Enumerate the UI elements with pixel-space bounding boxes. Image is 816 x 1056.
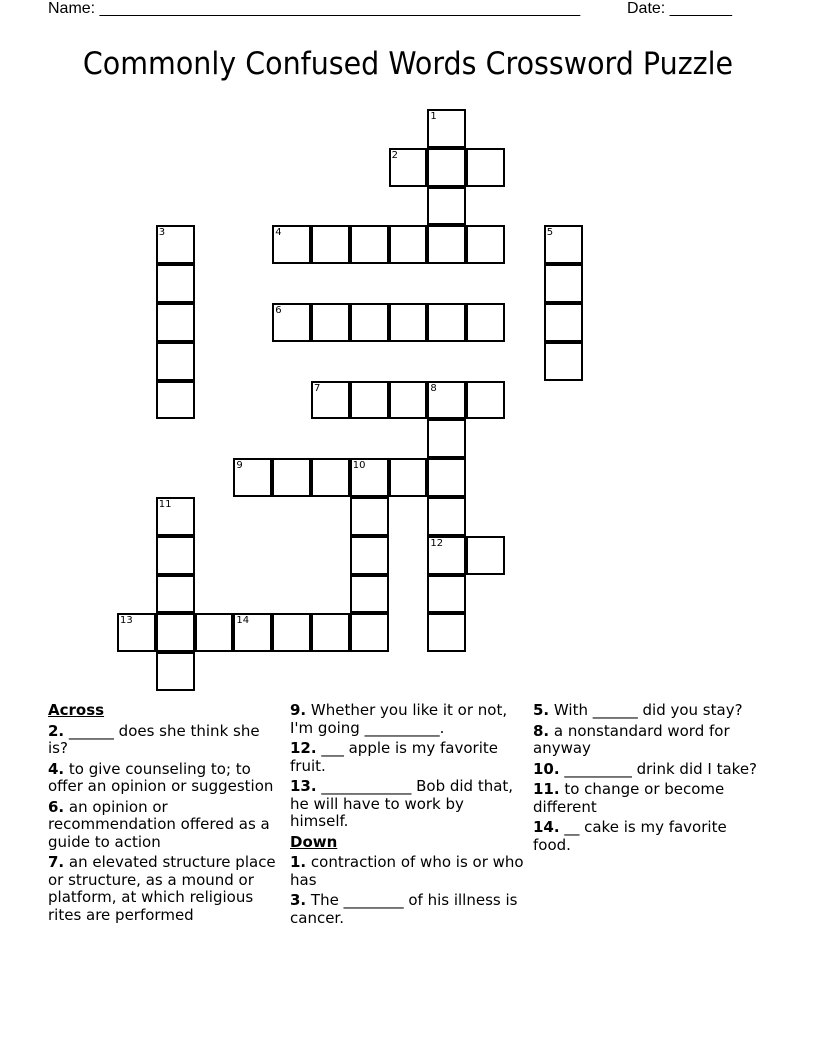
down-heading: Down — [290, 832, 338, 851]
grid-cell[interactable] — [156, 303, 195, 342]
grid-cell[interactable] — [350, 613, 389, 652]
grid-cell[interactable] — [350, 381, 389, 420]
clue-number: 13 — [120, 615, 133, 627]
clues-column-3 — [533, 702, 758, 857]
grid-cell[interactable] — [156, 342, 195, 381]
grid-cell[interactable] — [427, 225, 466, 264]
clue-number: 11 — [158, 499, 172, 510]
clue-down-14: 14. __ cake is my favorite food. — [533, 818, 727, 854]
grid-cell[interactable] — [350, 536, 389, 575]
grid-cell[interactable] — [466, 225, 505, 264]
clue-number: 6 — [275, 305, 282, 316]
grid-cell[interactable] — [427, 419, 466, 458]
grid-cell[interactable] — [544, 342, 583, 381]
grid-cell[interactable] — [195, 613, 234, 652]
grid-cell[interactable] — [427, 613, 466, 652]
clues-column-2 — [290, 702, 526, 930]
clue-number: 8 — [430, 382, 437, 394]
grid-cell[interactable] — [427, 497, 466, 536]
grid-cell[interactable] — [466, 536, 505, 575]
grid-cell[interactable] — [350, 497, 389, 536]
grid-cell[interactable] — [156, 536, 195, 575]
clue-across-2: 2. ______ does she think she is? — [48, 721, 260, 757]
clue-down-8: 8. a nonstandard word for anyway — [533, 721, 730, 757]
grid-cell[interactable] — [311, 303, 350, 342]
grid-cell[interactable] — [272, 225, 311, 264]
grid-cell[interactable] — [350, 225, 389, 264]
clue-down-10: 10. _________ drink did I take? — [533, 759, 758, 778]
grid-cell[interactable] — [272, 458, 311, 497]
clue-across-12: 12. ___ apple is my favorite fruit. — [290, 739, 498, 775]
grid-cell[interactable] — [156, 264, 195, 303]
page-title: Commonly Confused Words Crossword Puzzle — [82, 46, 734, 82]
grid-cell[interactable] — [156, 225, 195, 264]
clue-number: 3 — [158, 227, 166, 239]
clue-across-4: 4. to give counseling to; to offer an opinion or suggestion — [48, 759, 274, 795]
grid-cell[interactable] — [156, 497, 195, 536]
clue-down-3: 3. The ________ of his illness is cancer. — [290, 891, 518, 927]
clue-across-13: 13. ____________ Bob did that, he will have to work by himself. — [290, 777, 514, 830]
clue-down-1: 1. contraction of who is or who has — [290, 853, 524, 889]
clue-number: 2 — [391, 149, 398, 161]
clue-across-7: 7. an elevated structure place or structure, as a mound or platform, at which religious rites are performed — [48, 853, 276, 924]
name-field[interactable] — [48, 0, 580, 18]
clue-number: 12 — [430, 537, 444, 549]
grid-cell[interactable] — [311, 225, 350, 264]
grid-cell[interactable] — [311, 458, 350, 497]
grid-cell[interactable] — [466, 303, 505, 342]
clue-number: 5 — [546, 227, 554, 239]
grid-cell[interactable] — [272, 613, 311, 652]
grid-cell[interactable] — [427, 109, 466, 148]
clue-number: 14 — [236, 615, 250, 627]
across-heading: Across — [48, 701, 105, 719]
grid-cell[interactable] — [156, 575, 195, 614]
grid-cell[interactable] — [350, 575, 389, 614]
date-field[interactable] — [627, 0, 732, 18]
grid-cell[interactable] — [156, 613, 195, 652]
clue-across-6: 6. an opinion or recommendation offered as a guide to action — [48, 797, 270, 851]
grid-cell[interactable] — [350, 303, 389, 342]
grid-cell[interactable] — [350, 458, 389, 497]
clue-number: 4 — [275, 227, 282, 239]
clue-number: 9 — [236, 460, 243, 472]
grid-cell[interactable] — [389, 381, 428, 420]
grid-cell[interactable] — [427, 575, 466, 614]
grid-cell[interactable] — [544, 303, 583, 342]
grid-cell[interactable] — [427, 303, 466, 342]
name-line[interactable]: ______________________________________________________ — [99, 0, 581, 17]
grid-cell[interactable] — [427, 381, 466, 420]
grid-cell[interactable] — [311, 381, 350, 420]
grid-cell[interactable] — [311, 613, 350, 652]
clue-number: 1 — [430, 111, 437, 122]
clue-down-5: 5. With ______ did you stay? — [533, 701, 743, 719]
name-label: Name: — [48, 0, 100, 17]
grid-cell[interactable] — [156, 381, 195, 420]
grid-cell[interactable] — [427, 536, 466, 575]
grid-cell[interactable] — [233, 458, 272, 497]
date-label: Date: — [627, 0, 670, 17]
grid-cell[interactable] — [427, 148, 466, 187]
grid-cell[interactable] — [544, 264, 583, 303]
clues-column-1 — [48, 702, 284, 927]
clue-down-11: 11. to change or become different — [533, 780, 725, 816]
grid-cell[interactable] — [233, 613, 272, 652]
clue-number: 10 — [352, 460, 366, 472]
grid-cell[interactable] — [427, 458, 466, 497]
grid-cell[interactable] — [389, 225, 428, 264]
grid-cell[interactable] — [466, 381, 505, 420]
grid-cell[interactable] — [156, 652, 195, 691]
grid-cell[interactable] — [272, 303, 311, 342]
grid-cell[interactable] — [389, 458, 428, 497]
grid-cell[interactable] — [117, 613, 156, 652]
grid-cell[interactable] — [389, 148, 428, 187]
date-line[interactable]: _______ — [669, 0, 732, 17]
grid-cell[interactable] — [427, 187, 466, 226]
clue-number: 7 — [314, 382, 321, 394]
grid-cell[interactable] — [466, 148, 505, 187]
grid-cell[interactable] — [389, 303, 428, 342]
clue-across-9: 9. Whether you like it or not, I'm going __________. — [290, 701, 508, 737]
grid-cell[interactable] — [544, 225, 583, 264]
